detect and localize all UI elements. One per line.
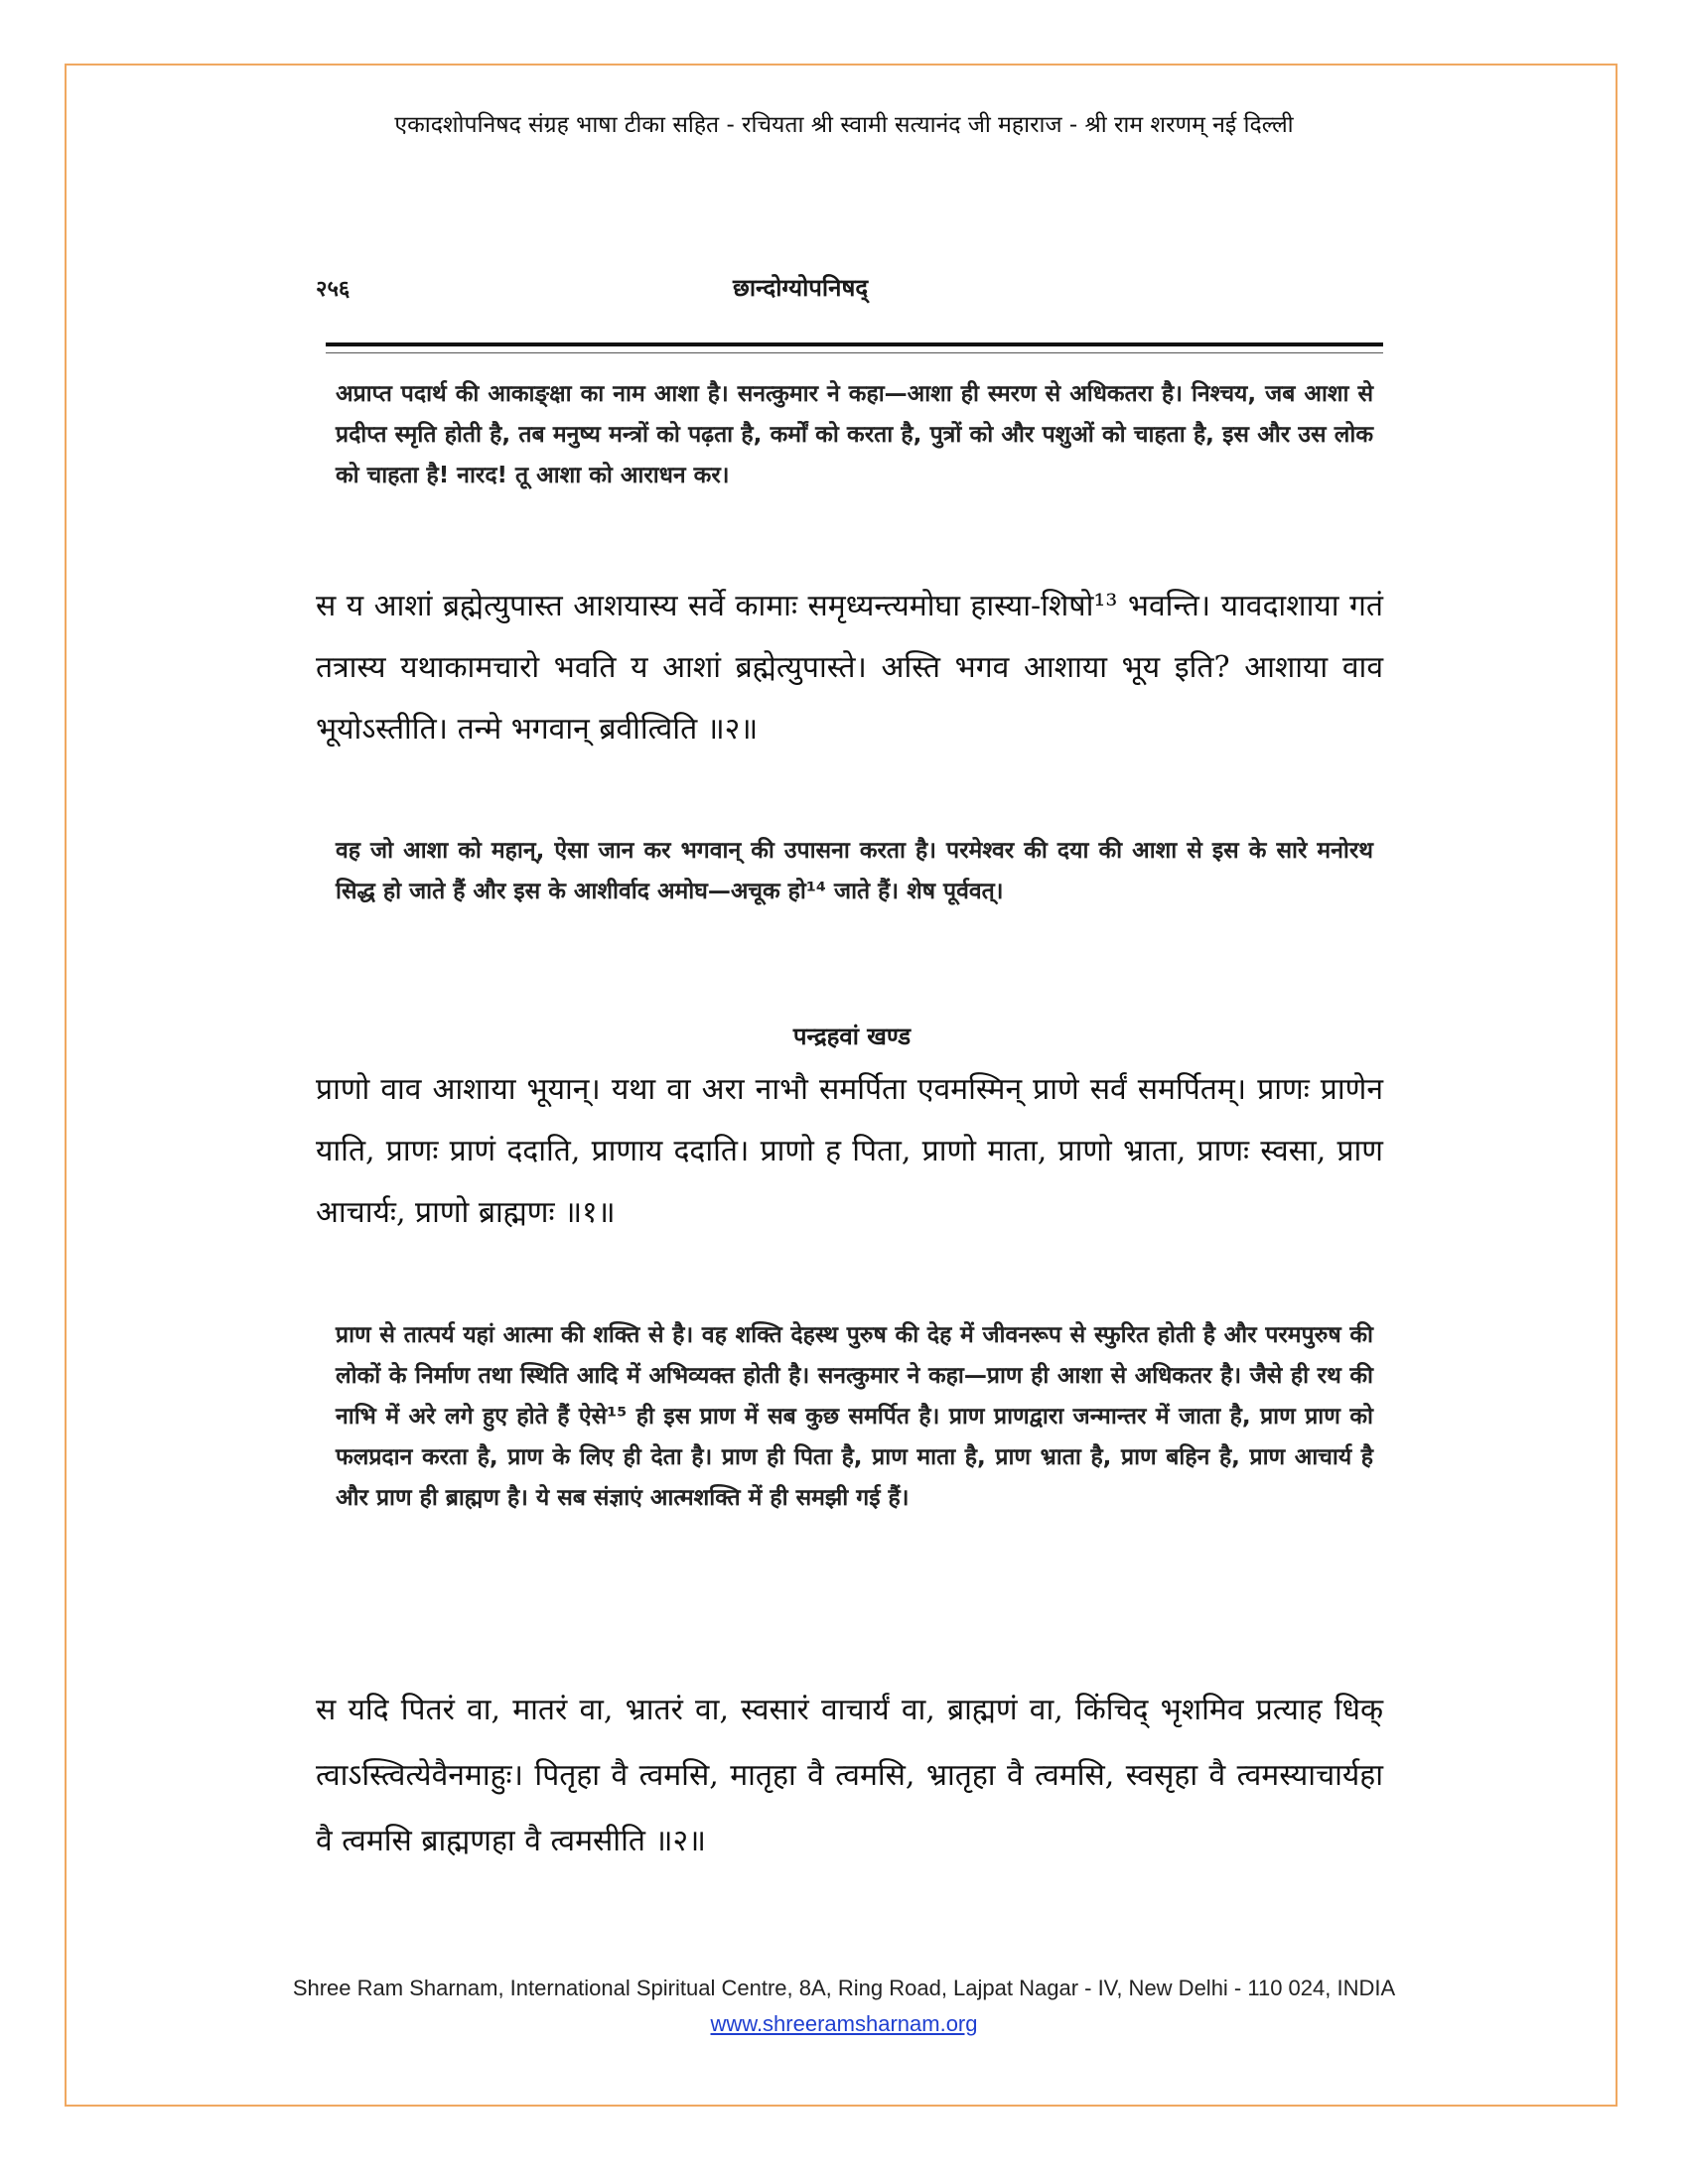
footer-website [0,2011,1688,2037]
website-link[interactable]: www.shreeramsharnam.org [710,2011,978,2036]
header-rule-thick [326,342,1383,346]
document-header-title: एकादशोपनिषद संग्रह भाषा टीका सहित - रचियता श्री स्वामी सत्यानंद जी महाराज - श्री राम शरणम् नई दिल्ली [394,112,1294,138]
commentary-paragraph-1: अप्राप्त पदार्थ की आकाङ्क्षा का नाम आशा है। सनत्कुमार ने कहा—आशा ही स्मरण से अधिकतरा है। निश्चय, जब आशा से प्रदीप्त स्मृति होती है, तब मनुष्य मन्त्रों को पढ़ता है, कर्मों को करता है, पुत्रों को और पशुओं को चाहता है, इस और उस लोक को चाहता है! नारद! तू आशा को आराधन कर। [336,381,1373,488]
page-number: २५६ [316,276,351,302]
header-rule-thin [326,352,1383,353]
sanskrit-verse-3: स यदि पितरं वा, मातरं वा, भ्रातरं वा, स्वसारं वाचार्यं वा, ब्राह्मणं वा, किंचिद् भृशमिव प्रत्याह धिक् त्वाऽस्त्वित्येवैनमाहुः। पितृहा वै त्वमसि, मातृहा वै त्वमसि, भ्रातृहा वै त्वमसि, स्वसृहा वै त्वमस्याचार्यहा वै त्वमसि ब्राह्मणहा वै त्वमसीति ॥२॥ [316,1693,1383,1858]
footer-address: Shree Ram Sharnam, International Spiritual Centre, 8A, Ring Road, Lajpat Nagar - IV, New Delhi - 110 024, INDIA [292,1976,1396,2000]
commentary-paragraph-2: वह जो आशा को महान्, ऐसा जान कर भगवान् की उपासना करता है। परमेश्वर की दया की आशा से इस के सारे मनोरथ सिद्ध हो जाते हैं और इस के आशीर्वाद अमोघ—अचूक हो¹⁴ जाते हैं। शेष पूर्ववत्। [336,838,1373,904]
sanskrit-verse-1: स य आशां ब्रह्मेत्युपास्त आशयास्य सर्वे कामाः समृध्यन्त्यमोघा हास्या-शिषो¹³ भवन्ति। यावदाशाया गतं तत्रास्य यथाकामचारो भवति य आशां ब्रह्मेत्युपास्ते। अस्ति भगव आशाया भूय इति? आशाया वाव भूयोऽस्तीति। तन्मे भगवान् ब्रवीत्विति ॥२॥ [316,589,1383,747]
commentary-paragraph-3: प्राण से तात्पर्य यहां आत्मा की शक्ति से है। वह शक्ति देहस्थ पुरुष की देह में जीवनरूप से स्फुरित होती है और परमपुरुष की लोकों के निर्माण तथा स्थिति आदि में अभिव्यक्त होती है। सनत्कुमार ने कहा—प्राण ही आशा से अधिकतर है। जैसे ही रथ की नाभि में अरे लगे हुए होते हैं ऐसे¹⁵ ही इस प्राण में सब कुछ समर्पित है। प्राण प्राणद्वारा जन्मान्तर में जाता है, प्राण प्राण को फलप्रदान करता है, प्राण के लिए ही देता है। प्राण ही पिता है, प्राण माता है, प्राण भ्राता है, प्राण बहिन है, प्राण आचार्य है और प्राण ही ब्राह्मण है। ये सब संज्ञाएं आत्मशक्ति में ही समझी गई हैं। [336,1322,1373,1511]
scanned-page [316,243,1388,1971]
sanskrit-verse-2: प्राणो वाव आशाया भूयान्। यथा वा अरा नाभौ समर्पिता एवमस्मिन् प्राणे सर्वं समर्पितम्। प्राणः प्राणेन याति, प्राणः प्राणं ददाति, प्राणाय ददाति। प्राणो ह पिता, प्राणो माता, प्राणो भ्राता, प्राणः स्वसा, प्राण आचार्यः, प्राणो ब्राह्मणः ॥१॥ [316,1072,1383,1230]
section-heading-khand: पन्द्रहवां खण्ड [792,1022,912,1050]
running-head: छान्दोग्योपनिषद् [733,273,869,302]
